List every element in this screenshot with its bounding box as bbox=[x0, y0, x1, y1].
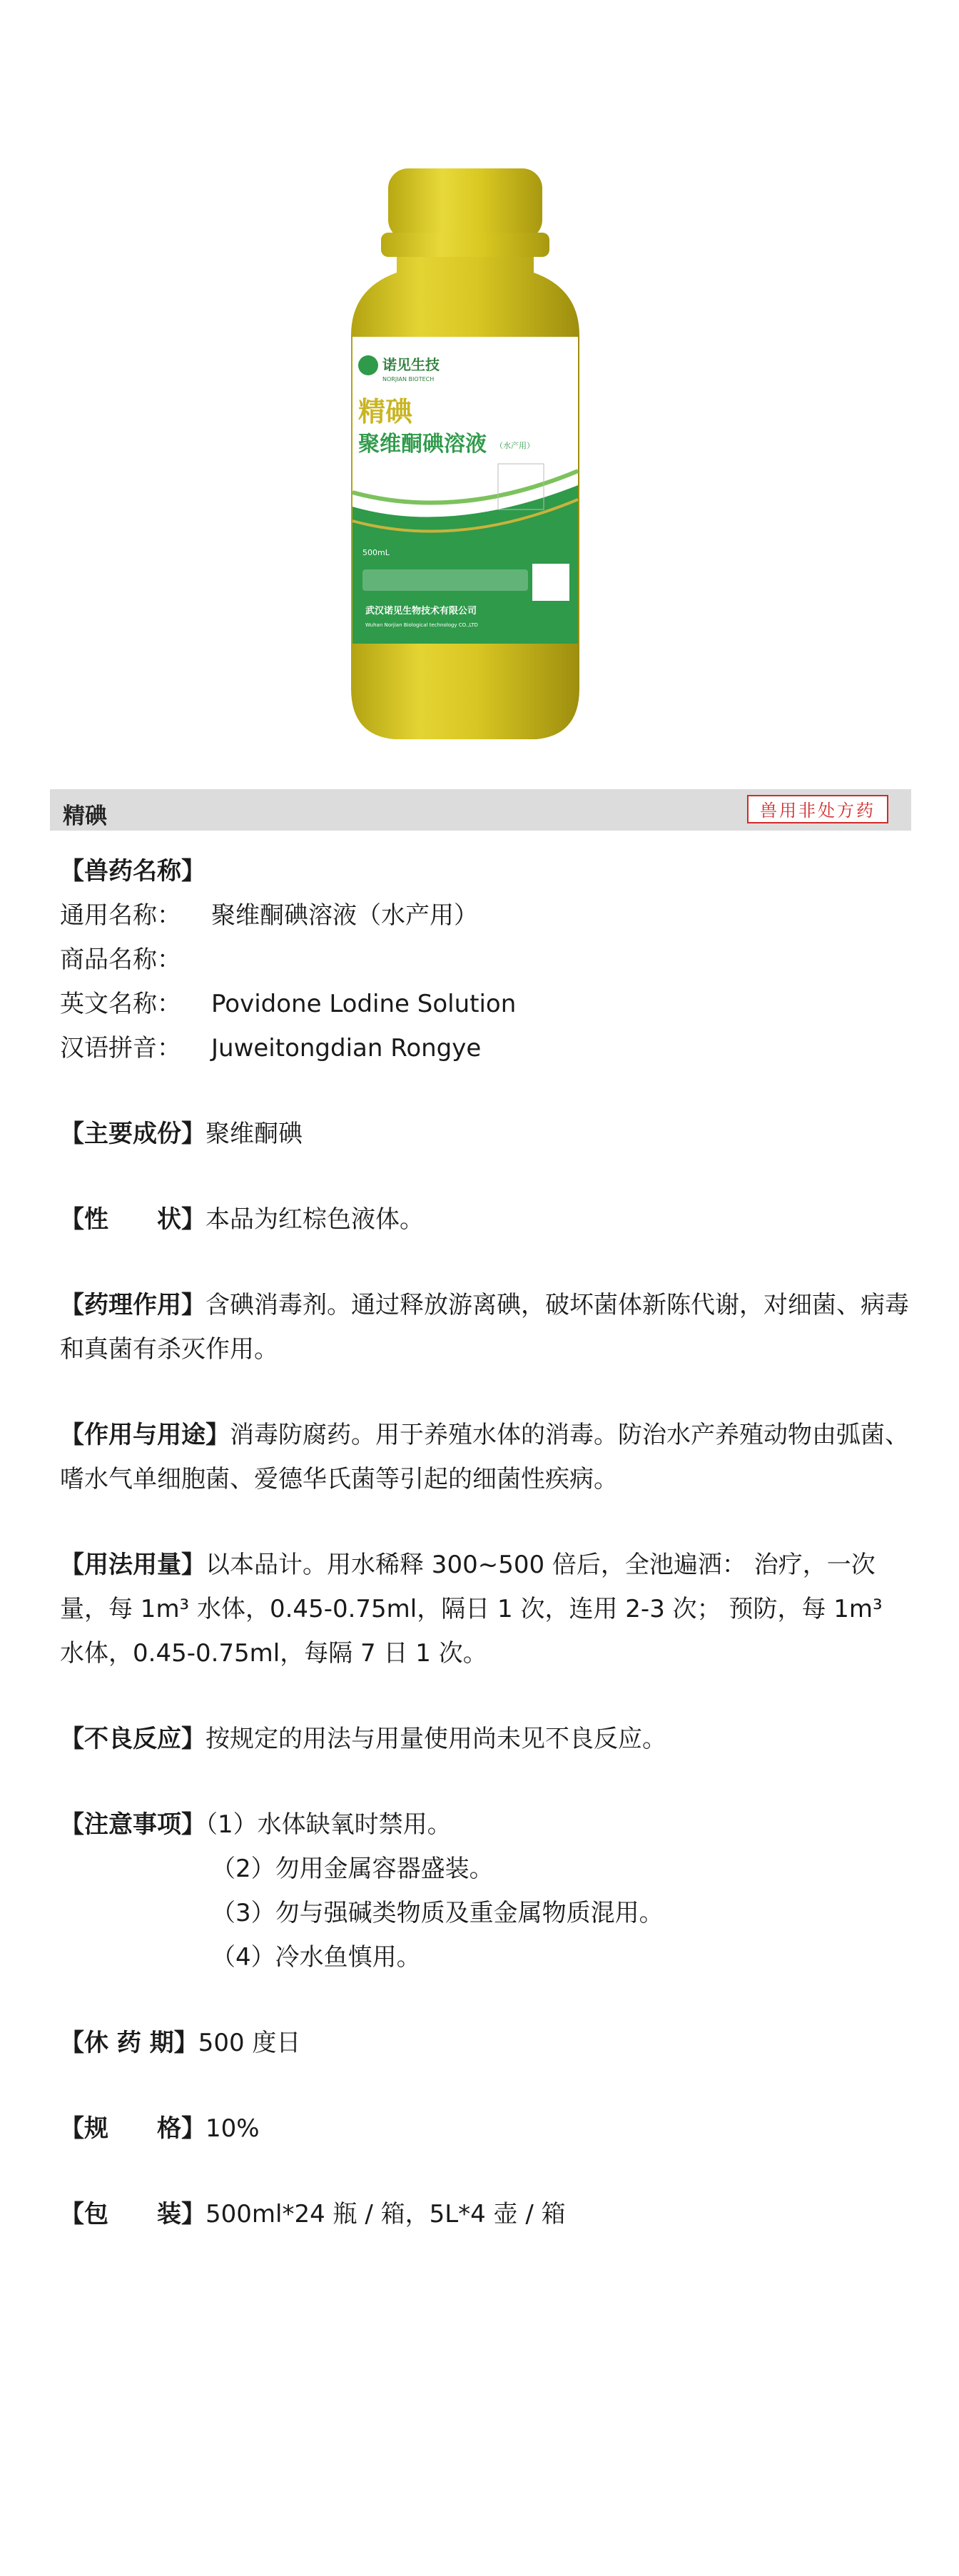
qr-code bbox=[532, 564, 569, 601]
bottle-company-en: Wuhan Norjian Biological technology CO.,LTD bbox=[365, 622, 478, 628]
bottle-usage-tag: （水产用） bbox=[495, 441, 534, 450]
bottle-brand: 诺见生技 bbox=[382, 356, 440, 373]
bottle-volume: 500mL bbox=[362, 548, 390, 557]
withdrawal-section: 【休 药 期】500 度日 bbox=[60, 2029, 301, 2057]
precaution-item: （1）水体缺氧时禁用。 bbox=[206, 1810, 452, 1839]
adverse-section: 【不良反应】按规定的用法与用量使用尚未见不良反应。 bbox=[60, 1725, 666, 1753]
english-name-row: 英文名称： Povidone Lodine Solution bbox=[60, 990, 517, 1018]
spec-section: 【规 格】10% bbox=[60, 2114, 260, 2143]
pharmacology-section: 【药理作用】含碘消毒剂。通过释放游离碘，破坏菌体新陈代谢，对细菌、病毒和真菌有杀灭作用。 bbox=[60, 1291, 909, 1364]
otc-badge: 兽用非处方药 bbox=[747, 795, 888, 823]
precaution-item: （2）勿用金属容器盛装。 bbox=[211, 1855, 494, 1883]
character-section: 【性 状】本品为红棕色液体。 bbox=[60, 1205, 424, 1234]
product-bottle-image bbox=[337, 164, 594, 742]
generic-name-row: 通用名称： 聚维酮碘溶液（水产用） bbox=[60, 901, 478, 930]
package-section: 【包 装】500ml*24 瓶 / 箱，5L*4 壶 / 箱 bbox=[60, 2200, 566, 2228]
bottle-brand-en: NORJIAN BIOTECH bbox=[382, 376, 435, 382]
names-heading: 【兽药名称】 bbox=[60, 857, 206, 886]
product-instructions bbox=[60, 849, 909, 2236]
precaution-item: （4）冷水鱼慎用。 bbox=[211, 1943, 421, 1972]
product-name-header: 精碘 bbox=[63, 803, 107, 829]
ingredient-section: 【主要成份】聚维酮碘 bbox=[60, 1120, 303, 1148]
precaution-item: （3）勿与强碱类物质及重金属物质混用。 bbox=[211, 1899, 664, 1927]
product-hero bbox=[0, 0, 959, 785]
brand-logo-icon bbox=[358, 355, 378, 375]
trade-name-row: 商品名称： bbox=[60, 945, 181, 974]
precautions-section: 【注意事项】（1）水体缺氧时禁用。 （2）勿用金属容器盛装。 （3）勿与强碱类物质及重金属物质混用。 （4）冷水鱼慎用。 bbox=[60, 1802, 909, 1979]
bottle-company: 武汉诺见生物技术有限公司 bbox=[365, 606, 477, 617]
dosage-section: 【用法用量】以本品计。用水稀释 300~500 倍后，全池遍洒： 治疗，一次量，每 1m³ 水体，0.45-0.75ml，隔日 1 次，连用 2-3 次； 预防，每 1m³ 水体，0.45-0.75ml，每隔 7 日 1 次。 bbox=[60, 1551, 883, 1668]
indication-section: 【作用与用途】消毒防腐药。用于养殖水体的消毒。防治水产养殖动物由弧菌、嗜水气单细胞菌、爱德华氏菌等引起的细菌性疾病。 bbox=[60, 1421, 909, 1494]
bottle-full-name: 聚维酮碘溶液 bbox=[358, 432, 487, 457]
bottle-label bbox=[352, 337, 578, 644]
product-title-bar bbox=[50, 789, 911, 831]
bottle-cap bbox=[388, 168, 542, 240]
pinyin-name-row: 汉语拼音： Juweitongdian Rongye bbox=[60, 1034, 482, 1063]
bottle-short-name: 精碘 bbox=[358, 396, 413, 427]
